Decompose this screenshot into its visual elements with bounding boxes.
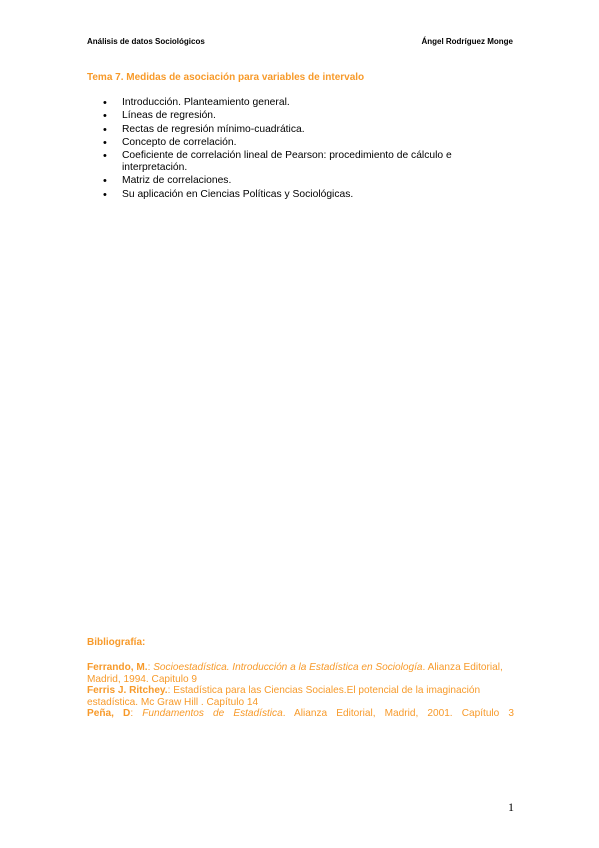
list-item: • Líneas de regresión. xyxy=(87,110,487,122)
section-title: Tema 7. Medidas de asociación para variables de intervalo xyxy=(87,72,365,83)
page-number: 1 xyxy=(508,800,514,814)
list-item: • Introducción. Planteamiento general. xyxy=(87,97,487,109)
entry-separator: : xyxy=(147,662,151,673)
list-item: • Concepto de correlación. xyxy=(87,137,487,149)
list-item: • Su aplicación en Ciencias Políticas y Sociológicas. xyxy=(87,189,487,201)
bibliography-entry xyxy=(87,662,514,685)
topic-list xyxy=(87,97,487,202)
bibliography-entry xyxy=(87,685,514,708)
entry-publisher: . Alianza Editorial, Madrid, 2001. Capítulo 3 xyxy=(282,708,514,720)
entry-separator: : xyxy=(167,685,171,697)
entry-book-title: Socioestadística. Introducción a la Estadística en Sociología xyxy=(153,662,423,673)
entry-author: Peña, D xyxy=(87,708,131,720)
list-item: • Coeficiente de correlación lineal de Pearson: procedimiento de cálculo e interpretación. xyxy=(87,150,487,174)
header-course-title: Análisis de datos Sociológicos xyxy=(87,37,205,46)
bibliography-heading: Bibliografía: xyxy=(87,637,146,648)
bibliography-entry xyxy=(87,708,514,720)
entry-publisher: Estadística para las Ciencias Sociales.El potencial de la imaginación estadística. Mc Graw Hill . Capítulo 14 xyxy=(87,685,481,708)
bibliography-list xyxy=(87,662,514,720)
entry-book-title: Fundamentos de Estadística xyxy=(142,708,283,720)
list-item: • Matriz de correlaciones. xyxy=(87,175,487,187)
entry-separator: : xyxy=(130,708,134,720)
entry-author: Ferris J. Ritchey. xyxy=(87,685,168,697)
entry-publisher: . Alianza Editorial, Madrid, 1994. Capitulo 9 xyxy=(87,662,503,685)
list-item: • Rectas de regresión mínimo-cuadrática. xyxy=(87,124,487,136)
entry-author: Ferrando, M. xyxy=(87,662,148,673)
header-author: Ángel Rodríguez Monge xyxy=(421,37,513,46)
